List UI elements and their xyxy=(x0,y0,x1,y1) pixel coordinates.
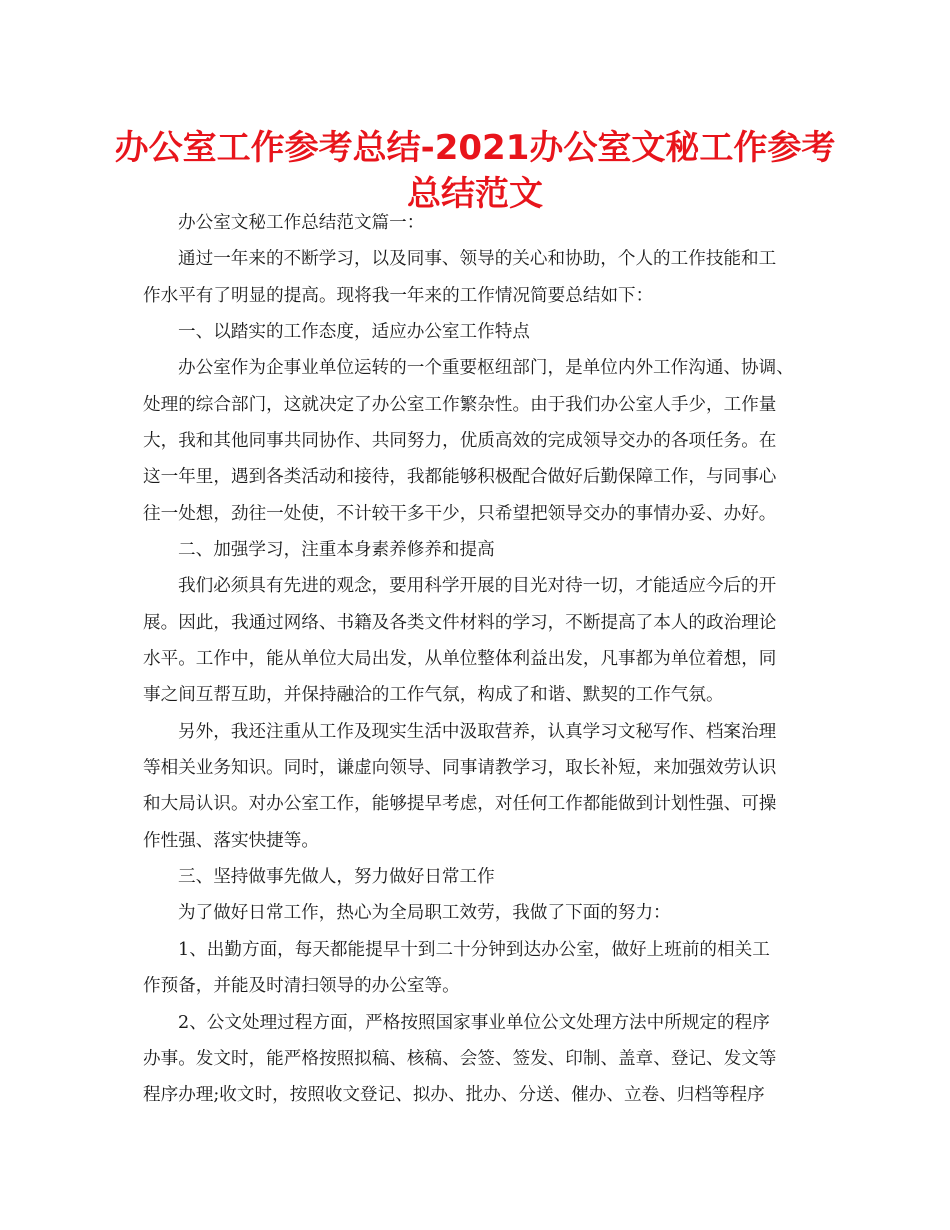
paragraph-line: 作预备，并能及时清扫领导的办公室等。 xyxy=(143,976,460,996)
paragraph-line: 展。因此，我通过网络、书籍及各类文件材料的学习，不断提高了本人的政治理论 xyxy=(143,613,777,633)
paragraph-line: 三、坚持做事先做人，努力做好日常工作 xyxy=(178,867,495,887)
paragraph-line: 办事。发文时，能严格按照拟稿、核稿、会签、签发、印制、盖章、登记、发文等 xyxy=(143,1049,777,1069)
paragraph-line: 为了做好日常工作，热心为全局职工效劳，我做了下面的努力： xyxy=(178,903,671,923)
paragraph-line: 另外，我还注重从工作及现实生活中汲取营养，认真学习文秘写作、档案治理 xyxy=(178,722,777,742)
paragraph-line: 办公室文秘工作总结范文篇一： xyxy=(178,213,425,233)
paragraph-line: 和大局认识。对办公室工作，能够提早考虑，对任何工作都能做到计划性强、可操 xyxy=(143,794,777,814)
paragraph-line: 处理的综合部门，这就决定了办公室工作繁杂性。由于我们办公室人手少，工作量 xyxy=(143,395,777,415)
paragraph-line: 这一年里，遇到各类活动和接待，我都能够积极配合做好后勤保障工作，与同事心 xyxy=(143,467,777,487)
paragraph-line: 我们必须具有先进的观念，要用科学开展的目光对待一切，才能适应今后的开 xyxy=(178,576,777,596)
paragraph-line: 事之间互帮互助，并保持融洽的工作气氛，构成了和谐、默契的工作气氛。 xyxy=(143,685,724,705)
document-title-line-1: 办公室工作参考总结-2021办公室文秘工作参考 xyxy=(114,128,836,168)
paragraph-line: 水平。工作中，能从单位大局出发，从单位整体利益出发，凡事都为单位着想，同 xyxy=(143,649,777,669)
paragraph-line: 作性强、落实快捷等。 xyxy=(143,831,319,851)
paragraph-line: 大，我和其他同事共同协作、共同努力，优质高效的完成领导交办的各项任务。在 xyxy=(143,431,777,451)
paragraph-line: 等相关业务知识。同时，谦虚向领导、同事请教学习，取长补短，来加强效劳认识 xyxy=(143,758,777,778)
paragraph-line: 办公室作为企事业单位运转的一个重要枢纽部门，是单位内外工作沟通、协调、 xyxy=(178,358,794,378)
paragraph-line: 程序办理;收文时，按照收文登记、拟办、批办、分送、催办、立卷、归档等程序 xyxy=(143,1085,765,1105)
paragraph-line: 通过一年来的不断学习，以及同事、领导的关心和协助，个人的工作技能和工 xyxy=(178,249,777,269)
document-title-line-2: 总结范文 xyxy=(407,174,543,214)
paragraph-line: 二、加强学习，注重本身素养修养和提高 xyxy=(178,540,495,560)
paragraph-line: 往一处想，劲往一处使，不计较干多干少，只希望把领导交办的事情办妥、办好。 xyxy=(143,504,777,524)
paragraph-line: 一、以踏实的工作态度，适应办公室工作特点 xyxy=(178,322,530,342)
paragraph-line: 2、公文处理过程方面，严格按照国家事业单位公文处理方法中所规定的程序 xyxy=(178,1013,770,1033)
paragraph-line: 作水平有了明显的提高。现将我一年来的工作情况简要总结如下： xyxy=(143,286,654,306)
paragraph-line: 1、出勤方面，每天都能提早十到二十分钟到达办公室，做好上班前的相关工 xyxy=(178,940,770,960)
